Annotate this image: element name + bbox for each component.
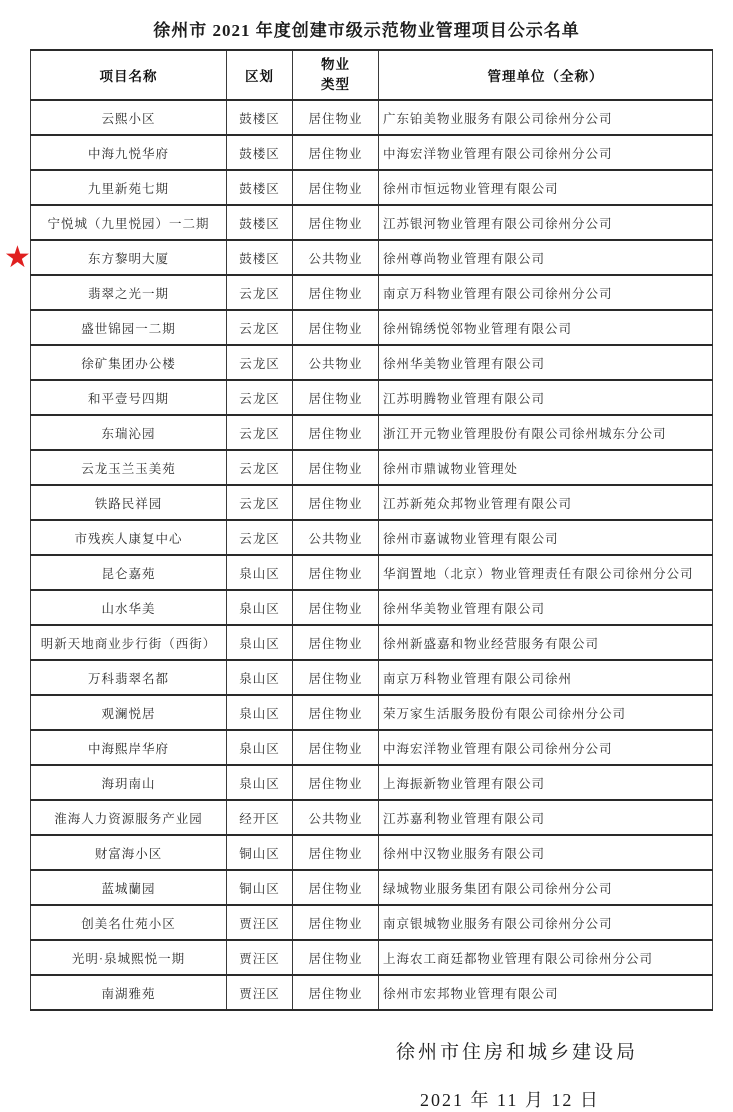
management-unit-cell: 徐州市宏邦物业管理有限公司 (379, 975, 713, 1010)
management-unit-cell: 中海宏洋物业管理有限公司徐州分公司 (379, 135, 713, 170)
management-unit-cell: 江苏明腾物业管理有限公司 (379, 380, 713, 415)
management-unit-cell: 徐州尊尚物业管理有限公司 (379, 240, 713, 275)
header-management-unit: 管理单位（全称） (379, 50, 713, 100)
property-type-cell: 居住物业 (293, 765, 379, 800)
property-type-cell: 居住物业 (293, 660, 379, 695)
project-name-cell: 东瑞沁园 (31, 415, 227, 450)
project-name-cell: 南湖雅苑 (31, 975, 227, 1010)
district-cell: 铜山区 (227, 870, 293, 905)
table-row (31, 345, 713, 380)
property-type-cell: 居住物业 (293, 380, 379, 415)
project-name-cell: 铁路民祥园 (31, 485, 227, 520)
footer (0, 1037, 733, 1112)
management-unit-cell: 中海宏洋物业管理有限公司徐州分公司 (379, 730, 713, 765)
project-name-cell: 中海九悦华府 (31, 135, 227, 170)
table-row (31, 765, 713, 800)
property-type-cell: 居住物业 (293, 415, 379, 450)
district-cell: 云龙区 (227, 345, 293, 380)
district-cell: 鼓楼区 (227, 240, 293, 275)
management-unit-cell: 江苏新苑众邦物业管理有限公司 (379, 485, 713, 520)
district-cell: 云龙区 (227, 450, 293, 485)
footer-issuer: 徐州市住房和城乡建设局 (396, 1042, 639, 1063)
management-unit-cell: 荣万家生活服务股份有限公司徐州分公司 (379, 695, 713, 730)
table-row (31, 625, 713, 660)
page-title: 徐州市 2021 年度创建市级示范物业管理项目公示名单 (153, 21, 580, 40)
property-type-cell: 居住物业 (293, 695, 379, 730)
management-unit-cell: 广东铂美物业服务有限公司徐州分公司 (379, 100, 713, 135)
district-cell: 泉山区 (227, 730, 293, 765)
property-type-cell: 居住物业 (293, 170, 379, 205)
property-type-cell: 居住物业 (293, 625, 379, 660)
project-name-cell: 昆仑嘉苑 (31, 555, 227, 590)
table-row (31, 100, 713, 135)
district-cell: 泉山区 (227, 660, 293, 695)
management-unit-cell: 南京万科物业管理有限公司徐州 (379, 660, 713, 695)
project-name-cell: 云熙小区 (31, 100, 227, 135)
management-unit-cell: 江苏嘉利物业管理有限公司 (379, 800, 713, 835)
table-row (31, 835, 713, 870)
property-type-cell: 居住物业 (293, 590, 379, 625)
management-unit-cell: 徐州华美物业管理有限公司 (379, 345, 713, 380)
management-unit-cell: 徐州市恒远物业管理有限公司 (379, 170, 713, 205)
property-type-cell: 居住物业 (293, 870, 379, 905)
table-body (4, 100, 713, 1010)
table-row (31, 905, 713, 940)
management-unit-cell: 上海振新物业管理有限公司 (379, 765, 713, 800)
property-type-cell: 公共物业 (293, 520, 379, 555)
district-cell: 云龙区 (227, 310, 293, 345)
property-type-cell: 居住物业 (293, 485, 379, 520)
header-property-type: 物业类型 (293, 50, 379, 100)
project-name-cell: 明新天地商业步行街（西街） (31, 625, 227, 660)
district-cell: 泉山区 (227, 625, 293, 660)
table-row (31, 695, 713, 730)
management-unit-cell: 浙江开元物业管理股份有限公司徐州城东分公司 (379, 415, 713, 450)
table-row (31, 555, 713, 590)
district-cell: 贾汪区 (227, 905, 293, 940)
property-type-cell: 居住物业 (293, 835, 379, 870)
table-row (31, 660, 713, 695)
district-cell: 泉山区 (227, 590, 293, 625)
management-unit-cell: 江苏银河物业管理有限公司徐州分公司 (379, 205, 713, 240)
project-name-cell: 和平壹号四期 (31, 380, 227, 415)
table-row (31, 135, 713, 170)
management-unit-cell: 上海农工商廷都物业管理有限公司徐州分公司 (379, 940, 713, 975)
project-name-cell: 中海熙岸华府 (31, 730, 227, 765)
project-name-cell: 九里新苑七期 (31, 170, 227, 205)
header-project-name: 项目名称 (31, 50, 227, 100)
management-unit-cell: 华润置地（北京）物业管理责任有限公司徐州分公司 (379, 555, 713, 590)
management-unit-cell: 徐州市鼎诚物业管理处 (379, 450, 713, 485)
table-row (31, 590, 713, 625)
property-type-cell: 居住物业 (293, 100, 379, 135)
project-name-cell: 翡翠之光一期 (31, 275, 227, 310)
property-type-cell: 居住物业 (293, 940, 379, 975)
district-cell: 贾汪区 (227, 940, 293, 975)
project-name-cell: 山水华美 (31, 590, 227, 625)
project-name-cell: 云龙玉兰玉美苑 (31, 450, 227, 485)
management-unit-cell: 徐州中汉物业服务有限公司 (379, 835, 713, 870)
table-row (31, 975, 713, 1010)
project-name-cell: 宁悦城（九里悦园）一二期 (31, 205, 227, 240)
header-district: 区划 (227, 50, 293, 100)
project-name-cell: 淮海人力资源服务产业园 (31, 800, 227, 835)
project-name-cell: 光明·泉城熙悦一期 (31, 940, 227, 975)
district-cell: 鼓楼区 (227, 205, 293, 240)
property-type-cell: 居住物业 (293, 205, 379, 240)
district-cell: 经开区 (227, 800, 293, 835)
district-cell: 鼓楼区 (227, 170, 293, 205)
district-cell: 泉山区 (227, 765, 293, 800)
property-type-cell: 公共物业 (293, 345, 379, 380)
district-cell: 鼓楼区 (227, 135, 293, 170)
project-name-cell: 观澜悦居 (31, 695, 227, 730)
project-name-cell: 海玥南山 (31, 765, 227, 800)
management-unit-cell: 徐州华美物业管理有限公司 (379, 590, 713, 625)
table-row (31, 415, 713, 450)
district-cell: 铜山区 (227, 835, 293, 870)
table-header-row (31, 50, 713, 100)
star-icon: ★ (4, 239, 32, 275)
table-row (31, 800, 713, 835)
district-cell: 贾汪区 (227, 975, 293, 1010)
table-row (31, 170, 713, 205)
property-type-cell: 居住物业 (293, 275, 379, 310)
project-name-cell: 蓝城蘭园 (31, 870, 227, 905)
projects-table (4, 49, 713, 1011)
district-cell: 云龙区 (227, 520, 293, 555)
district-cell: 鼓楼区 (227, 100, 293, 135)
district-cell: 云龙区 (227, 380, 293, 415)
management-unit-cell: 南京万科物业管理有限公司徐州分公司 (379, 275, 713, 310)
table-row (31, 275, 713, 310)
property-type-cell: 居住物业 (293, 555, 379, 590)
table-row (31, 205, 713, 240)
project-name-cell: 市残疾人康复中心 (31, 520, 227, 555)
management-unit-cell: 徐州新盛嘉和物业经营服务有限公司 (379, 625, 713, 660)
management-unit-cell: 绿城物业服务集团有限公司徐州分公司 (379, 870, 713, 905)
project-name-cell: 财富海小区 (31, 835, 227, 870)
table-row (31, 240, 713, 275)
property-type-cell: 公共物业 (293, 240, 379, 275)
table-row (31, 380, 713, 415)
property-type-cell: 居住物业 (293, 450, 379, 485)
table-row (31, 450, 713, 485)
project-name-cell: 盛世锦园一二期 (31, 310, 227, 345)
management-unit-cell: 徐州市嘉诚物业管理有限公司 (379, 520, 713, 555)
district-cell: 泉山区 (227, 695, 293, 730)
table-row (31, 520, 713, 555)
property-type-cell: 居住物业 (293, 905, 379, 940)
district-cell: 泉山区 (227, 555, 293, 590)
table-row (31, 310, 713, 345)
footer-date: 2021 年 11 月 12 日 (420, 1090, 600, 1110)
management-unit-cell: 南京银城物业服务有限公司徐州分公司 (379, 905, 713, 940)
project-name-cell: 万科翡翠名都 (31, 660, 227, 695)
district-cell: 云龙区 (227, 415, 293, 450)
project-name-cell: 创美名仕苑小区 (31, 905, 227, 940)
table-row (31, 730, 713, 765)
management-unit-cell: 徐州锦绣悦邻物业管理有限公司 (379, 310, 713, 345)
property-type-cell: 居住物业 (293, 975, 379, 1010)
property-type-cell: 居住物业 (293, 135, 379, 170)
property-type-cell: 居住物业 (293, 730, 379, 765)
property-type-cell: 居住物业 (293, 310, 379, 345)
table-row (31, 485, 713, 520)
project-name-cell: 东方黎明大厦 ★ (31, 240, 227, 275)
table-row (31, 940, 713, 975)
project-name-cell: 徐矿集团办公楼 (31, 345, 227, 380)
district-cell: 云龙区 (227, 485, 293, 520)
property-type-cell: 公共物业 (293, 800, 379, 835)
district-cell: 云龙区 (227, 275, 293, 310)
table-row (31, 870, 713, 905)
